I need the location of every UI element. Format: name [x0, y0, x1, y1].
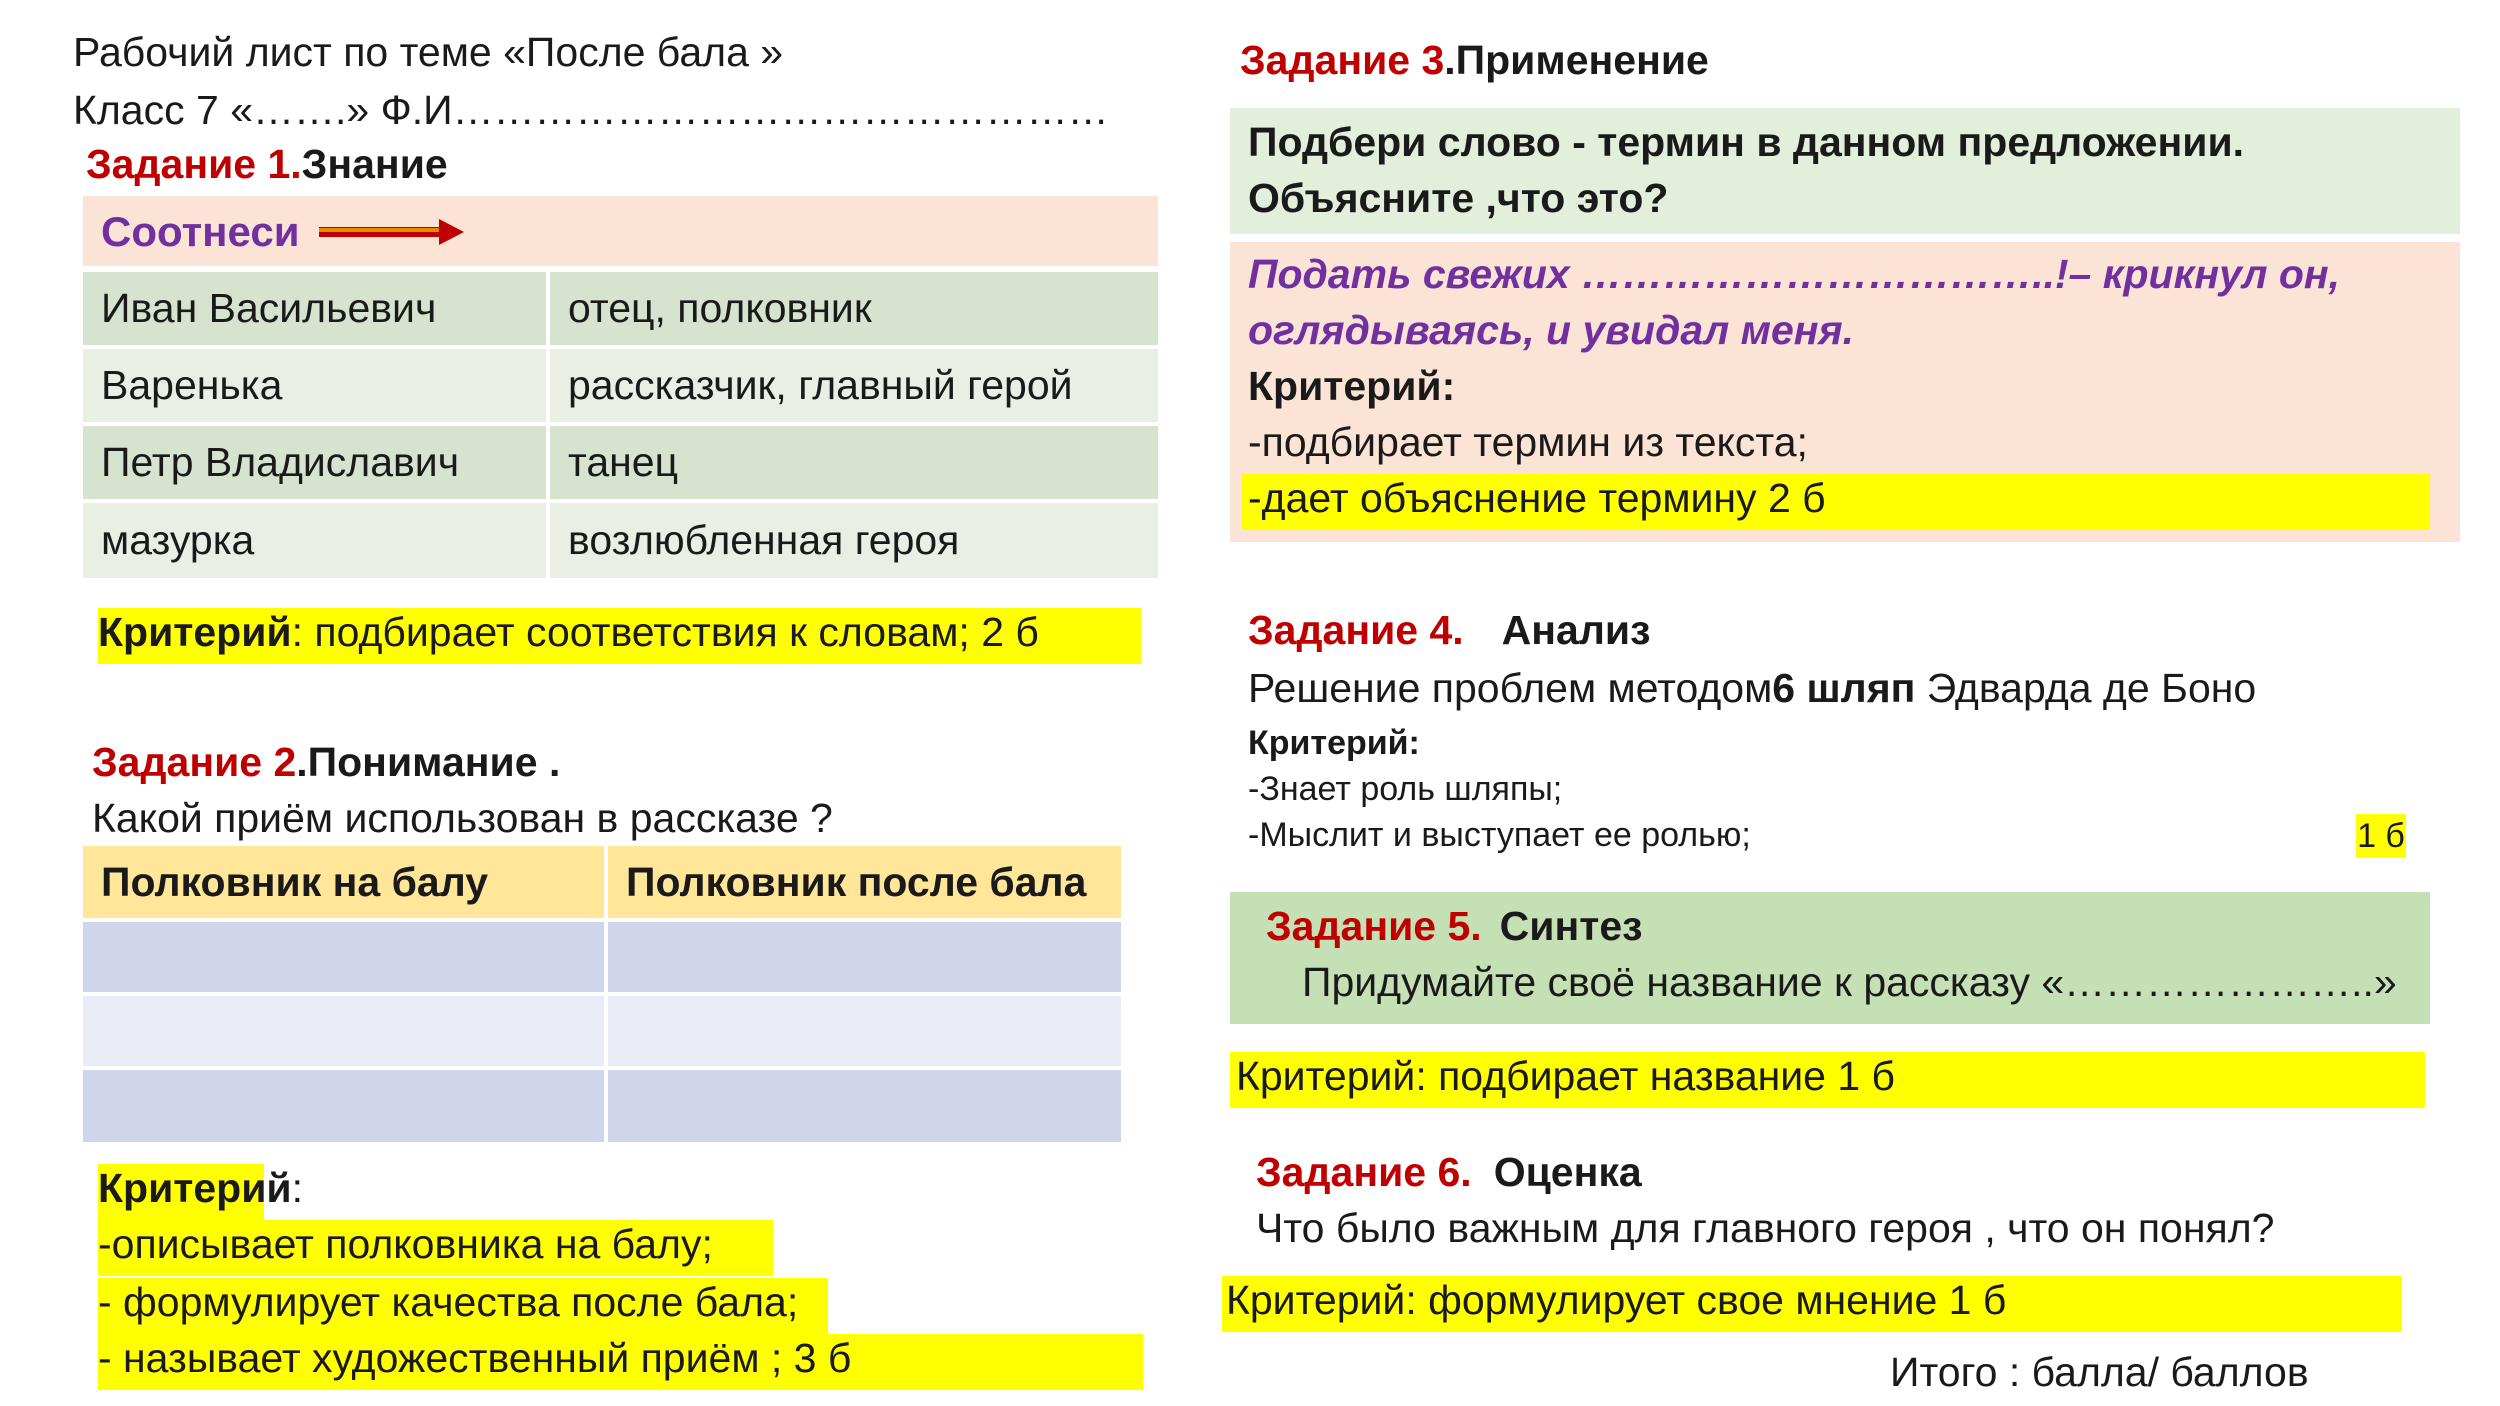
task4-name: Анализ	[1501, 607, 1651, 653]
task1-name: Знание	[301, 141, 448, 187]
task2-heading: Задание 2.Понимание .	[92, 739, 561, 785]
task2-answer-cell[interactable]	[608, 996, 1121, 1066]
task4-criterion-line: -Знает роль шляпы;	[1248, 770, 1563, 808]
task1-cell: отец, полковник	[550, 272, 1158, 345]
task6-question: Что было важным для главного героя , что он понял?	[1256, 1205, 2275, 1251]
task3-prompt-line: Подбери слово - термин в данном предложении.	[1248, 119, 2245, 165]
task1-instruction: Соотнеси	[101, 208, 300, 255]
task5-name: Синтез	[1499, 903, 1643, 949]
task3-quote-box	[1230, 242, 2460, 542]
worksheet-title: Рабочий лист по теме «После бала »	[73, 29, 784, 75]
task2-answer-cell[interactable]	[608, 1070, 1121, 1142]
task3-prompt-box	[1230, 108, 2460, 234]
task2-question: Какой приём использован в рассказе ?	[92, 795, 833, 841]
task1-instruction-row	[83, 196, 1158, 266]
task2-criterion-label: Критерий:	[98, 1164, 264, 1220]
task3-heading	[1240, 36, 1709, 85]
task3-name: .Применение	[1444, 37, 1709, 83]
task2-answer-cell[interactable]	[83, 922, 604, 992]
task1-criterion: Критерий: подбирает соответствия к словам; 2 б	[98, 608, 1141, 664]
task2-label: Задание 2	[92, 739, 297, 785]
arrow-right-icon	[319, 218, 464, 246]
class-name-line: Класс 7 «…….» Ф.И…………………………………………	[73, 87, 1109, 133]
task3-quote-line: Подать свежих ……………………………..!– крикнул он,	[1248, 251, 2341, 297]
task4-score: 1 б	[2356, 814, 2406, 858]
task6-criterion: Критерий: формулирует свое мнение 1 б	[1222, 1276, 2402, 1332]
task1-cell: Иван Васильевич	[83, 272, 546, 345]
task1-cell: возлюбленная героя	[550, 503, 1158, 578]
task2-criterion-line: -описывает полковника на балу;	[98, 1220, 773, 1276]
task5-label: Задание 5.	[1266, 903, 1482, 949]
task2-criterion-line: - формулирует качества после бала;	[98, 1278, 828, 1334]
task1-cell: Варенька	[83, 349, 546, 422]
task2-answer-cell[interactable]	[608, 922, 1121, 992]
task2-answer-cell[interactable]	[83, 1070, 604, 1142]
task5-box	[1230, 892, 2430, 1024]
task2-criterion-line: - называет художественный приём ; 3 б	[98, 1334, 1143, 1390]
task2-col-header-after: Полковник после бала	[608, 846, 1121, 918]
task2-answer-cell[interactable]	[83, 996, 604, 1066]
task6-name: Оценка	[1493, 1149, 1642, 1195]
task4-heading	[1248, 606, 1650, 655]
task3-criterion-line: -подбирает термин из текста;	[1248, 419, 1808, 465]
task1-matching-table	[83, 272, 1158, 578]
task5-heading	[1266, 902, 1643, 951]
task3-label: Задание 3	[1240, 37, 1445, 83]
task2-col-header-ball: Полковник на балу	[83, 846, 604, 918]
task6-label: Задание 6	[1256, 1149, 1461, 1195]
task4-criterion-line: -Мыслит и выступает ее ролью;	[1248, 816, 1751, 854]
task1-cell: рассказчик, главный герой	[550, 349, 1158, 422]
task3-criterion-label: Критерий:	[1248, 363, 1456, 409]
task1-cell: танец	[550, 426, 1158, 499]
task1-heading	[86, 140, 448, 189]
task3-prompt-line: Объясните ,что это?	[1248, 175, 1669, 221]
task6-heading: Задание 6. Оценка	[1256, 1149, 1642, 1195]
task2-table	[83, 846, 1121, 1146]
task5-prompt: Придумайте своё название к рассказу «…………………..»	[1302, 959, 2397, 1005]
task3-criterion-line: -дает объяснение термину 2 б	[1242, 474, 2430, 530]
task1-label: Задание 1.	[86, 141, 302, 187]
task1-cell: Петр Владиславич	[83, 426, 546, 499]
task4-criterion-label: Критерий:	[1248, 724, 1420, 762]
total-score-line: Итого : балла/ баллов	[1890, 1349, 2309, 1395]
task4-description: Решение проблем методом6 шляп Эдварда де Боно	[1248, 665, 2257, 711]
task2-name: .Понимание	[296, 739, 538, 785]
task5-criterion: Критерий: подбирает название 1 б	[1230, 1052, 2425, 1108]
task1-cell: мазурка	[83, 503, 546, 578]
task4-label: Задание 4.	[1248, 607, 1464, 653]
task3-quote-line: оглядываясь, и увидал меня.	[1248, 307, 1855, 353]
